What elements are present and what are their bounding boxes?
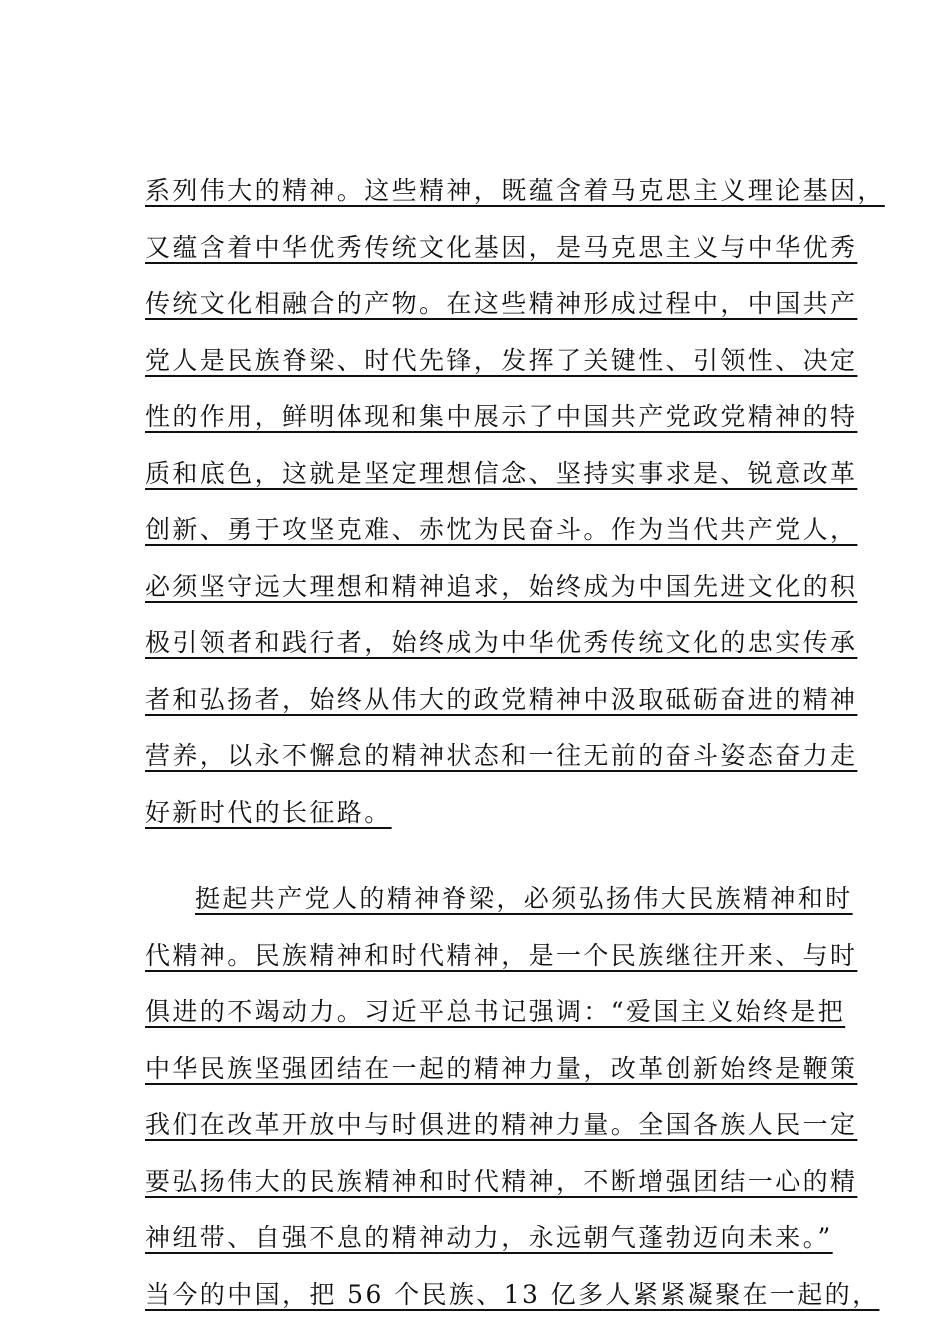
paragraph-1-line-10: 者和弘扬者，始终从伟大的政党精神中汲取砥砺奋进的精神: [145, 685, 858, 714]
paragraph-1-line-4: 党人是民族脊梁、时代先锋，发挥了关键性、引领性、决定: [145, 346, 858, 375]
paragraph-1-line-5: 性的作用，鲜明体现和集中展示了中国共产党政党精神的特: [145, 402, 858, 431]
paragraph-1-line-1: 系列伟大的精神。这些精神，既蕴含着马克思主义理论基因，: [145, 176, 885, 205]
paragraph-1-line-11: 营养，以永不懈怠的精神状态和一往无前的奋斗姿态奋力走: [145, 741, 858, 770]
paragraph-2-line-4: 中华民族坚强团结在一起的精神力量，改革创新始终是鞭策: [145, 1054, 858, 1083]
paragraph-1-line-7: 创新、勇于攻坚克难、赤忱为民奋斗。作为当代共产党人，: [145, 515, 858, 544]
paragraph-2-line-1: 挺起共产党人的精神脊梁，必须弘扬伟大民族精神和时: [195, 884, 853, 913]
paragraph-2-line-6: 要弘扬伟大的民族精神和时代精神，不断增强团结一心的精: [145, 1167, 858, 1196]
paragraph-2-line-8: 当今的中国，把 56 个民族、13 亿多人紧紧凝聚在一起的，: [145, 1280, 880, 1309]
paragraph-2-line-5: 我们在改革开放中与时俱进的精神力量。全国各族人民一定: [145, 1110, 858, 1139]
paragraph-1-line-12: 好新时代的长征路。: [145, 798, 392, 827]
paragraph-2-line-3: 俱进的不竭动力。习近平总书记强调：“爱国主义始终是把: [145, 997, 846, 1026]
paragraph-1-line-6: 质和底色，这就是坚定理想信念、坚持实事求是、锐意改革: [145, 459, 858, 488]
paragraph-2-line-7: 神纽带、自强不息的精神动力，永远朝气蓬勃迈向未来。”: [145, 1223, 833, 1252]
paragraph-2-line-2: 代精神。民族精神和时代精神，是一个民族继往开来、与时: [145, 941, 858, 970]
paragraph-1-line-8: 必须坚守远大理想和精神追求，始终成为中国先进文化的积: [145, 572, 858, 601]
paragraph-1-line-2: 又蕴含着中华优秀传统文化基因，是马克思主义与中华优秀: [145, 233, 858, 262]
paragraph-1-line-9: 极引领者和践行者，始终成为中华优秀传统文化的忠实传承: [145, 628, 858, 657]
paragraph-1-line-3: 传统文化相融合的产物。在这些精神形成过程中，中国共产: [145, 289, 858, 318]
